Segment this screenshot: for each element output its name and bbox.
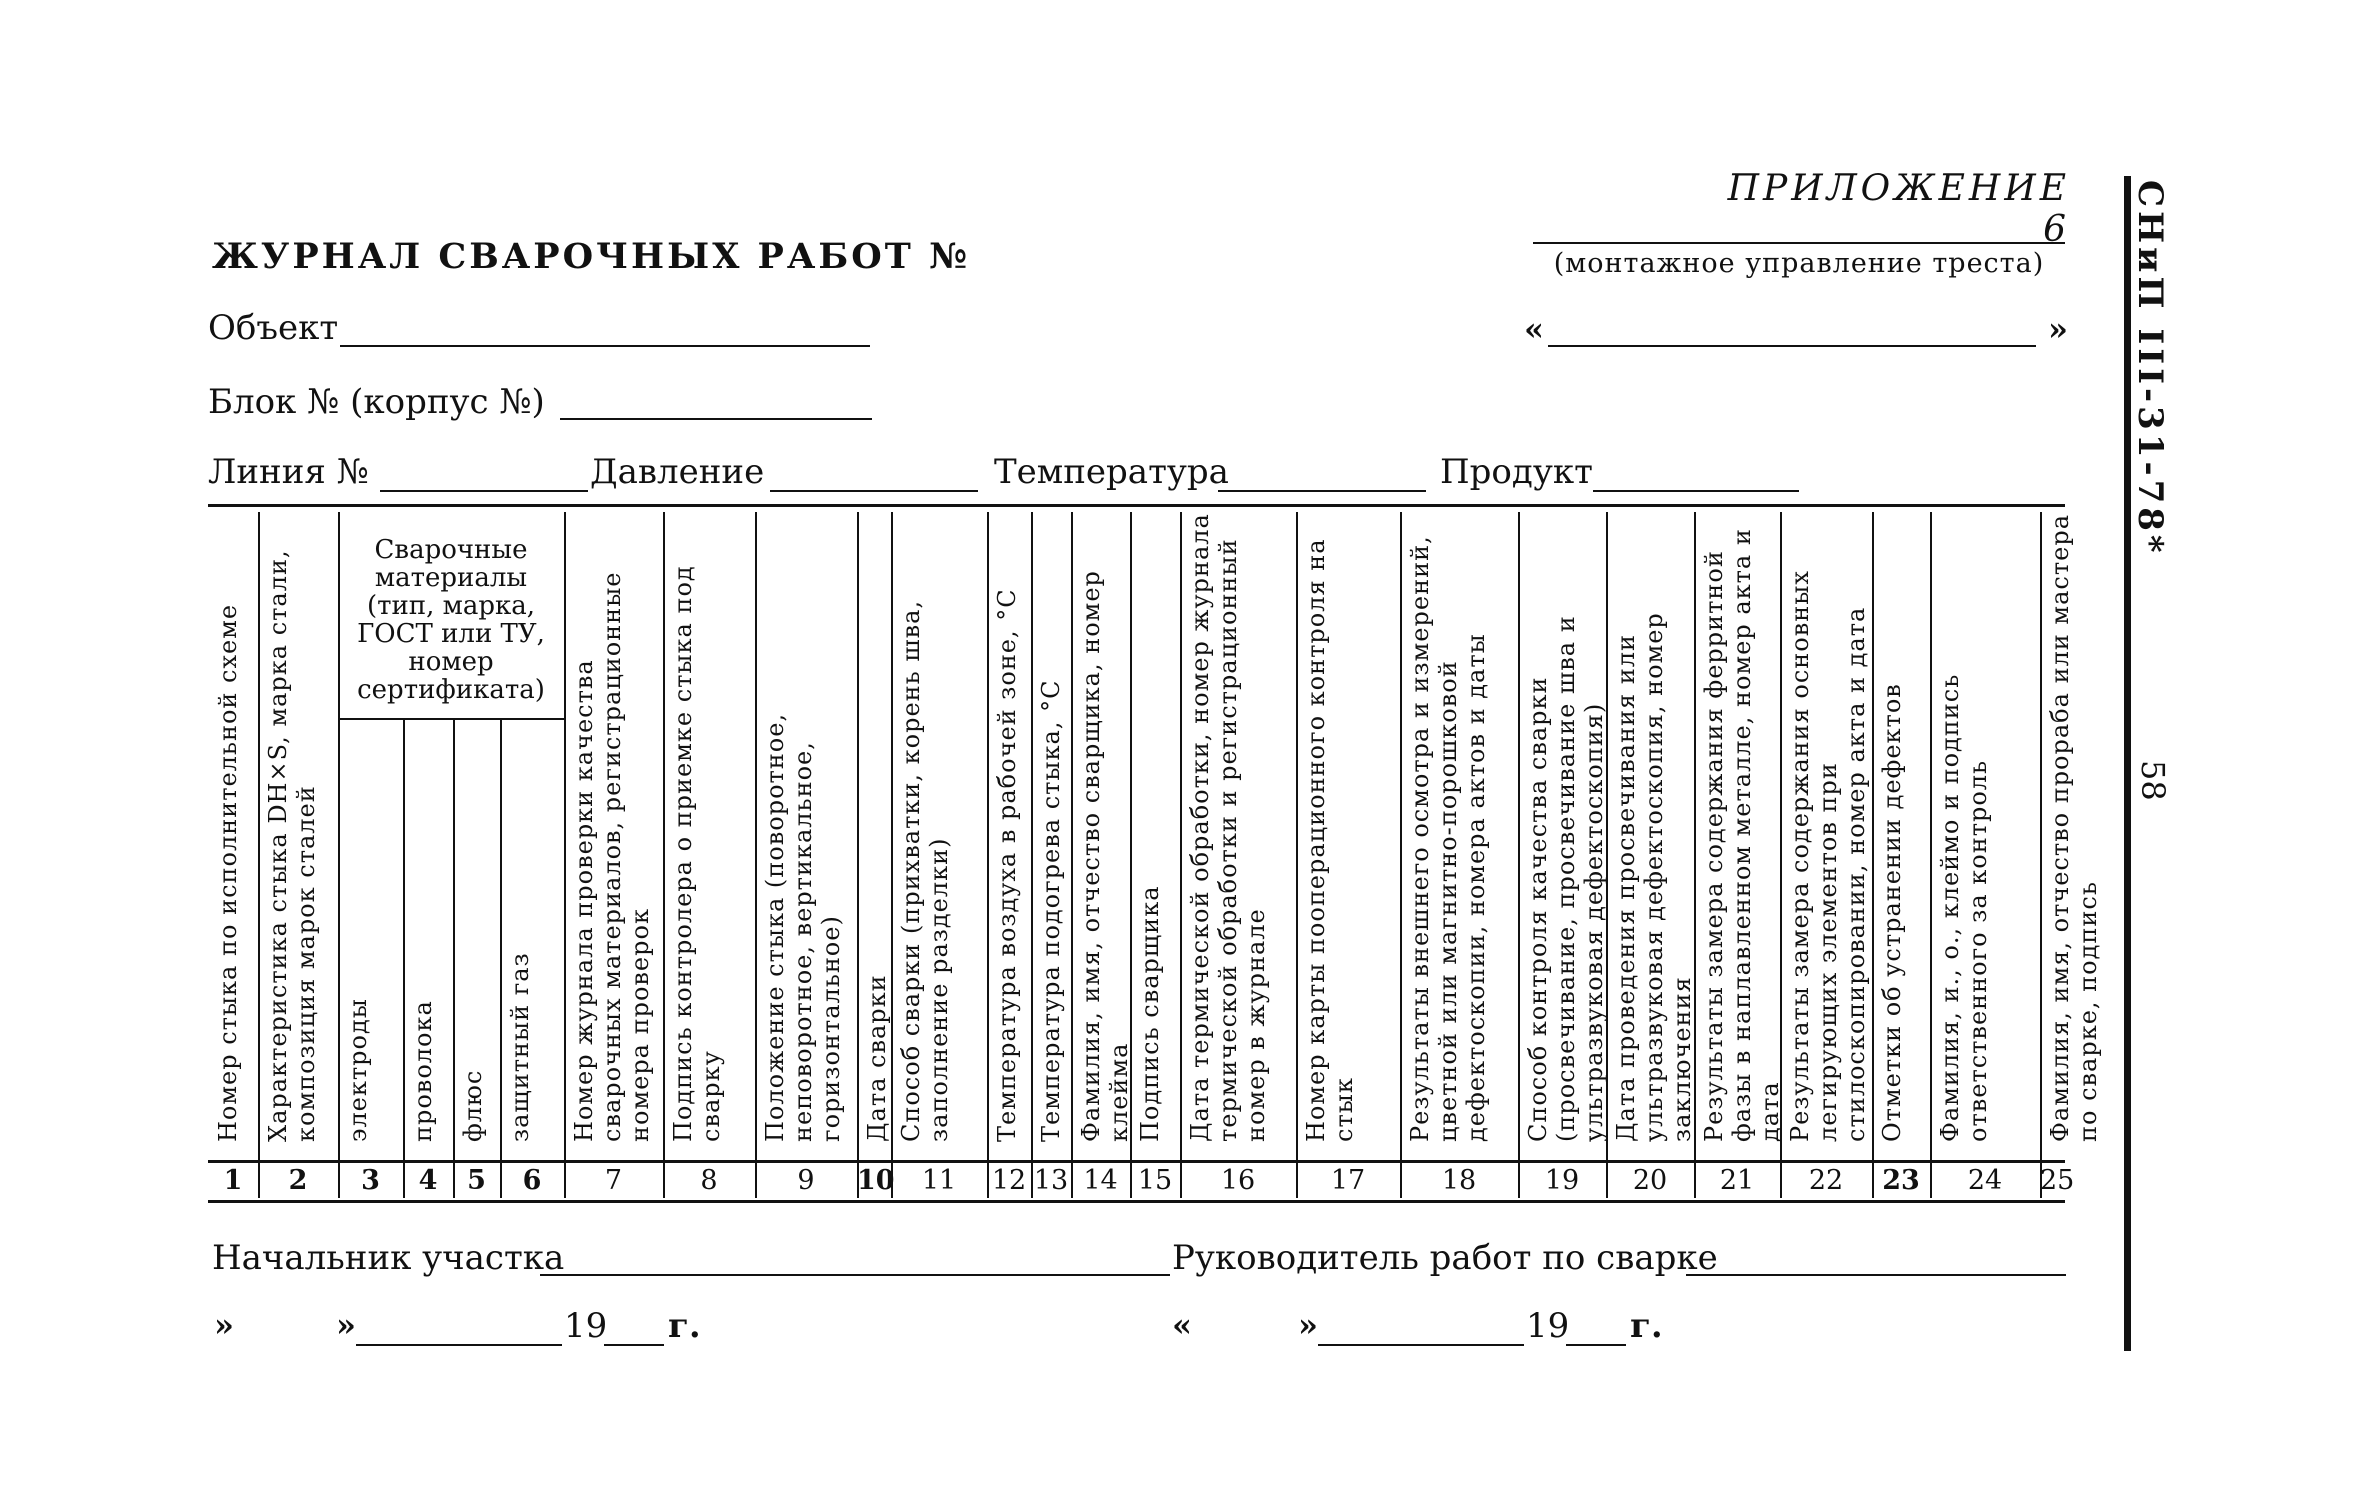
chief-blank <box>540 1274 1170 1276</box>
trust-label: (монтажное управление треста) <box>1553 248 2045 279</box>
date-quote-close-1: » <box>214 1306 234 1344</box>
column-number-25: 25 <box>2040 1165 2075 1196</box>
column-number-14: 14 <box>1083 1165 1118 1196</box>
column-number-17: 17 <box>1330 1165 1366 1196</box>
column-separator <box>1180 512 1182 1198</box>
column-number-8: 8 <box>700 1165 718 1196</box>
column-number-11: 11 <box>921 1165 957 1196</box>
column-header-21: Результаты замера содержания ферритной фазы в наплавленном металле, номер акта и дата <box>1700 528 1784 1142</box>
column-header-9: Положение стыка (поворотное, неповоротное, вертикальное, горизонтальное) <box>761 712 845 1142</box>
column-header-13: Температура подогрева стыка, °С <box>1037 679 1065 1142</box>
trust-blank-line <box>1533 242 2065 244</box>
appendix-label: ПРИЛОЖЕНИЕ 6 <box>1727 168 2070 250</box>
journal-title: ЖУРНАЛ СВАРОЧНЫХ РАБОТ № <box>212 236 971 277</box>
column-header-15: Подпись сварщика <box>1136 885 1164 1142</box>
column-header-20: Дата проведения просвечивания или ультразвуковая дефектоскопия, номер заключения <box>1612 612 1696 1142</box>
object-blank <box>340 345 870 347</box>
column-number-13: 13 <box>1033 1165 1069 1196</box>
table-bottom-rule <box>208 1200 2065 1203</box>
column-number-19: 19 <box>1544 1165 1580 1196</box>
column-separator <box>403 718 405 1198</box>
column-number-2: 2 <box>288 1165 308 1196</box>
group-header-rule <box>338 718 564 720</box>
column-header-2: Характеристика стыка DН×S, марка стали, композиция марок сталей <box>264 549 320 1142</box>
column-number-15: 15 <box>1137 1165 1173 1196</box>
column-number-6: 6 <box>522 1165 542 1196</box>
column-header-1: Номер стыка по исполнительной схеме <box>214 603 242 1142</box>
welding-materials-group-header: Сварочные материалы (тип, марка, ГОСТ или ТУ, номер сертификата) <box>357 535 545 705</box>
column-number-16: 16 <box>1220 1165 1256 1196</box>
column-header-11: Способ сварки (прихватки, корень шва, заполнение разделки) <box>897 599 953 1142</box>
date-month-blank-2 <box>1318 1344 1524 1346</box>
product-label: Продукт <box>1440 452 1593 492</box>
column-header-4: проволока <box>409 1000 437 1142</box>
column-header-7: Номер журнала проверки качества сварочных материалов, регистрационные номера проверок <box>570 571 654 1142</box>
block-label: Блок № (корпус №) <box>208 382 545 422</box>
column-separator <box>564 512 566 1198</box>
column-separator <box>1400 512 1402 1198</box>
date-year-suffix-2: г. <box>1630 1306 1663 1346</box>
date-month-blank-1 <box>356 1344 562 1346</box>
page-number: 58 <box>2134 760 2172 801</box>
table-header-bottom-rule <box>208 1160 2065 1163</box>
chief-label: Начальник участка <box>212 1238 565 1278</box>
column-separator <box>1930 512 1932 1198</box>
table-top-rule <box>208 504 2065 507</box>
column-number-4: 4 <box>418 1165 438 1196</box>
date-quote-close-2: » <box>336 1306 356 1344</box>
date-year-prefix-2: 19 <box>1526 1306 1570 1346</box>
pressure-blank <box>770 490 978 492</box>
document-code: СНиП III-31-78* <box>2130 180 2170 557</box>
trust-name-blank <box>1548 345 2036 347</box>
column-header-10: Дата сварки <box>863 974 891 1142</box>
column-separator <box>1518 512 1520 1198</box>
column-header-25: Фамилия, имя, отчество прораба или мастера по сварке, подпись <box>2046 513 2102 1142</box>
date-year-prefix-1: 19 <box>564 1306 608 1346</box>
column-number-1: 1 <box>223 1165 243 1196</box>
column-header-14: Фамилия, имя, отчество сварщика, номер клейма <box>1077 570 1133 1142</box>
temperature-label: Температура <box>994 452 1229 492</box>
column-separator <box>1031 512 1033 1198</box>
column-separator <box>453 718 455 1198</box>
line-blank <box>380 490 588 492</box>
product-blank <box>1593 490 1799 492</box>
column-number-3: 3 <box>361 1165 380 1196</box>
column-number-18: 18 <box>1441 1165 1477 1196</box>
column-separator <box>755 512 757 1198</box>
date-quote-open-2: « <box>1172 1306 1192 1344</box>
column-header-23: Отметки об устранении дефектов <box>1878 683 1906 1142</box>
column-separator <box>2040 512 2042 1198</box>
column-separator <box>891 512 893 1198</box>
column-number-7: 7 <box>604 1165 623 1196</box>
column-separator <box>663 512 665 1198</box>
quote-open: « <box>1524 310 1544 348</box>
column-header-22: Результаты замера содержания основных легирующих элементов при стилоскопировании, номер акта и дата <box>1786 570 1870 1142</box>
quote-close: » <box>2048 310 2068 348</box>
column-header-19: Способ контроля качества сварки (просвечивание, просвечивание шва и ультразвуковая дефектоскопия) <box>1524 615 1608 1142</box>
column-separator <box>1071 512 1073 1198</box>
object-label: Объект <box>208 308 339 348</box>
column-number-5: 5 <box>467 1165 486 1196</box>
column-number-12: 12 <box>991 1165 1027 1196</box>
column-separator <box>857 512 859 1198</box>
temperature-blank <box>1218 490 1426 492</box>
column-number-20: 20 <box>1632 1165 1668 1196</box>
column-number-23: 23 <box>1882 1165 1920 1196</box>
welding-head-label: Руководитель работ по сварке <box>1172 1238 1718 1278</box>
date-quote-close-3: » <box>1298 1306 1318 1344</box>
column-separator <box>987 512 989 1198</box>
column-header-6: защитный газ <box>506 952 534 1142</box>
column-header-18: Результаты внешнего осмотра и измерений, цветной или магнитно-порошковой дефектоскопии, номера актов и даты <box>1406 535 1490 1142</box>
welding-head-blank <box>1686 1274 2066 1276</box>
column-header-12: Температура воздуха в рабочей зоне, °С <box>993 588 1021 1142</box>
pressure-label: Давление <box>590 452 765 492</box>
column-separator <box>1296 512 1298 1198</box>
column-header-5: флюс <box>459 1069 487 1142</box>
column-separator <box>1872 512 1874 1198</box>
column-separator <box>500 718 502 1198</box>
line-label: Линия № <box>208 452 369 492</box>
column-separator <box>258 512 260 1198</box>
column-header-24: Фамилия, и., о., клеймо и подпись ответственного за контроль <box>1936 673 1992 1142</box>
column-header-3: электроды <box>344 998 372 1142</box>
block-blank <box>560 418 872 420</box>
date-year-blank-1 <box>604 1344 664 1346</box>
date-year-suffix-1: г. <box>668 1306 701 1346</box>
column-number-9: 9 <box>797 1165 815 1196</box>
column-header-17: Номер карты пооперационного контроля на стык <box>1302 538 1358 1142</box>
date-year-blank-2 <box>1566 1344 1626 1346</box>
column-header-8: Подпись контролера о приемке стыка под сварку <box>669 565 725 1142</box>
column-number-24: 24 <box>1967 1165 2003 1196</box>
column-number-22: 22 <box>1808 1165 1844 1196</box>
column-number-21: 21 <box>1719 1165 1755 1196</box>
column-header-16: Дата термической обработки, номер журнала термической обработки и регистрационный номер в журнале <box>1186 513 1270 1142</box>
column-number-10: 10 <box>857 1165 895 1196</box>
